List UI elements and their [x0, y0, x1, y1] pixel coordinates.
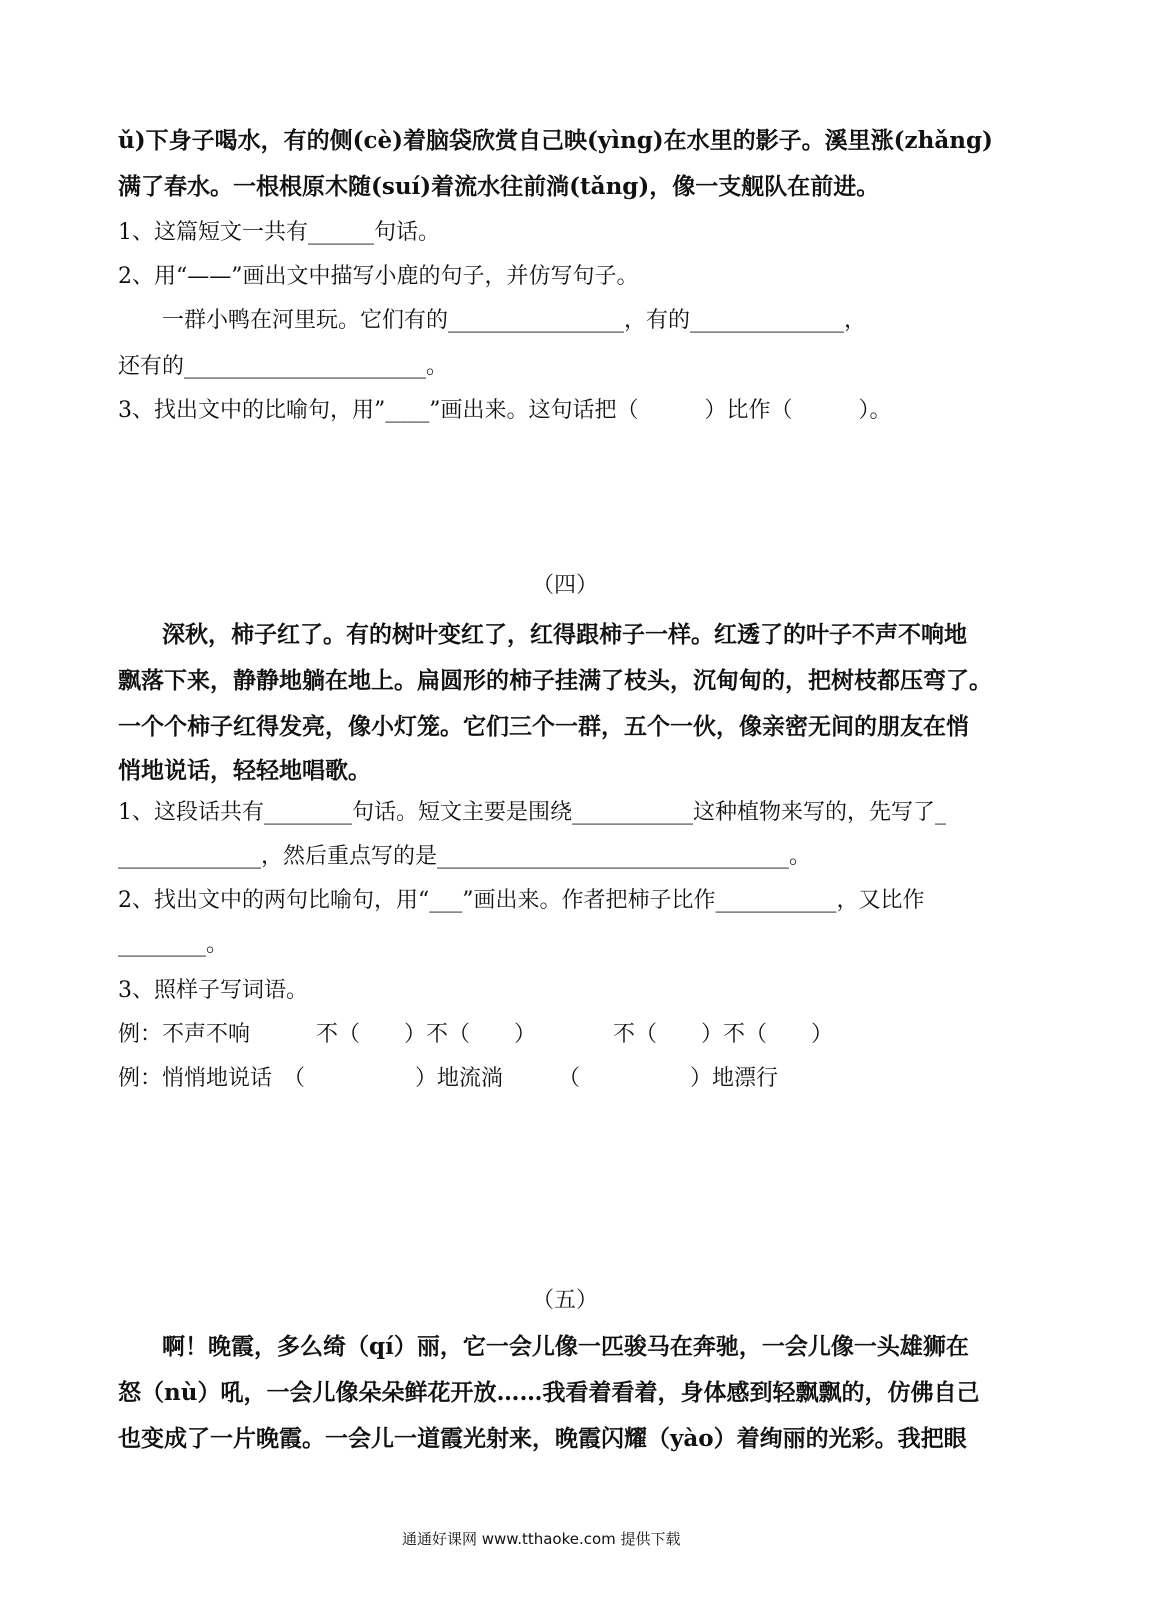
question-line: ________。 — [118, 932, 229, 957]
passage-line: 满了春水。一根根原木随(suí)着流水往前淌(tǎng)，像一支舰队在前进。 — [118, 173, 880, 200]
passage-line: 深秋，柿子红了。有的树叶变红了，红得跟柿子一样。红透了的叶子不声不响地 — [162, 621, 967, 648]
question-line: 3、照样子写词语。 — [118, 978, 308, 1003]
passage-line: 也变成了一片晚霞。一会儿一道霞光射来，晚霞闪耀（yào）着绚丽的光彩。我把眼 — [118, 1425, 967, 1452]
question-line: _____________，然后重点写的是________________________________。 — [118, 844, 812, 869]
question-line: 1、这篇短文一共有______句话。 — [118, 220, 440, 245]
section-heading: （五） — [532, 1288, 599, 1313]
question-line: 3、找出文中的比喻句，用”____”画出来。这句话把（ ）比作（ ）。 — [118, 398, 892, 423]
passage-line: 飘落下来，静静地躺在地上。扁圆形的柿子挂满了枝头，沉甸甸的，把树枝都压弯了。 — [118, 667, 992, 694]
question-line: 1、这段话共有________句话。短文主要是围绕___________这种植物来写的，先写了_ — [118, 800, 946, 825]
passage-line: ǔ)下身子喝水，有的侧(cè)着脑袋欣赏自己映(yìng)在水里的影子。溪里涨(zhǎng) — [118, 127, 993, 154]
passage-line: 悄地说话，轻轻地唱歌。 — [118, 757, 371, 784]
question-line: 还有的______________________。 — [118, 354, 449, 379]
question-line: 2、用“——”画出文中描写小鹿的句子，并仿写句子。 — [118, 264, 639, 289]
page-footer: 通通好课网 www.tthaoke.com 提供下载 — [402, 1530, 681, 1548]
question-line: 例：悄悄地说话 （ ）地流淌 （ ）地漂行 — [118, 1066, 779, 1091]
question-line: 2、找出文中的两句比喻句，用“___”画出来。作者把柿子比作___________，又比作 — [118, 888, 925, 913]
passage-line: 啊！晚霞，多么绮（qí）丽，它一会儿像一匹骏马在奔驰，一会儿像一头雄狮在 — [162, 1333, 969, 1360]
question-line: 例：不声不响 不（ ）不（ ） 不（ ）不（ ） — [118, 1022, 834, 1047]
section-heading: （四） — [532, 573, 599, 598]
passage-line: 怒（nù）吼，一会儿像朵朵鲜花开放……我看着看着，身体感到轻飘飘的，仿佛自己 — [118, 1379, 980, 1406]
question-line: 一群小鸭在河里玩。它们有的________________，有的______________， — [162, 308, 867, 333]
passage-line: 一个个柿子红得发亮，像小灯笼。它们三个一群，五个一伙，像亲密无间的朋友在悄 — [118, 713, 969, 740]
